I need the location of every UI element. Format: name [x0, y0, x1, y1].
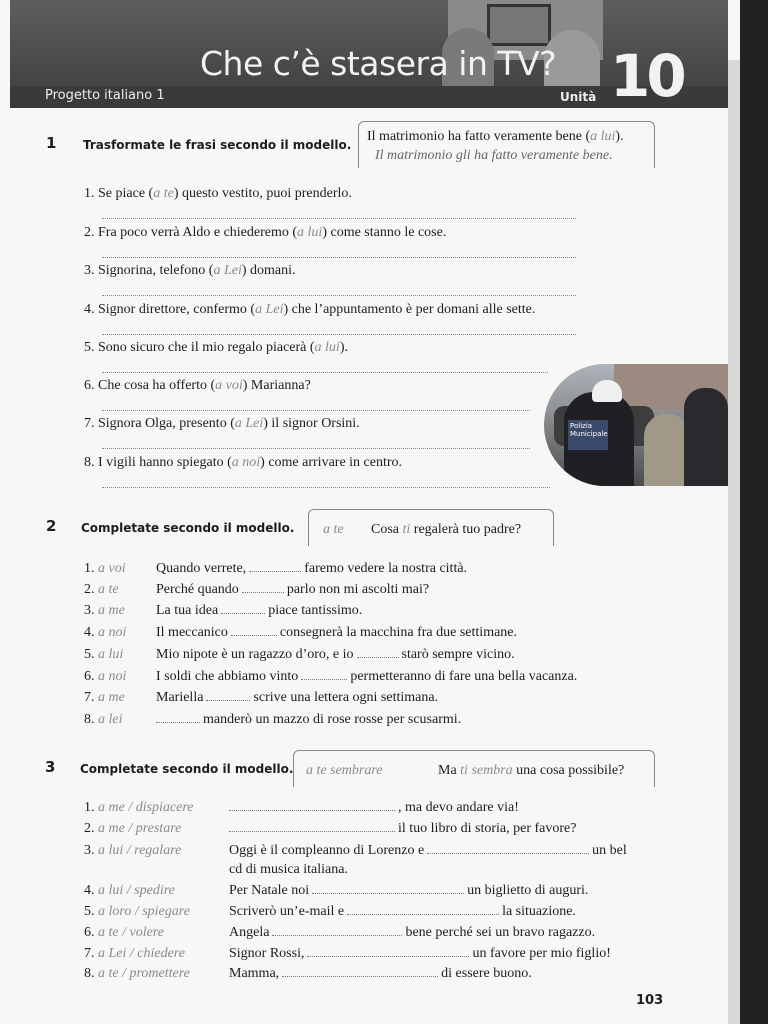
- item-number: 5.: [84, 340, 95, 355]
- item-number: 5.: [84, 904, 95, 919]
- item-number: 4.: [84, 883, 95, 898]
- exercise-item: [84, 582, 429, 598]
- model-pronoun-answer: ti: [402, 522, 411, 537]
- item-text: I soldi che abbiamo vinto: [156, 669, 299, 684]
- exercise-item: [84, 647, 515, 663]
- answer-blank[interactable]: [347, 913, 499, 915]
- exercise-item: [84, 603, 362, 619]
- photo-helmet: [592, 380, 622, 402]
- item-number: 8.: [84, 712, 95, 727]
- item-number: 8.: [84, 455, 95, 470]
- model-pronoun-answer: ti sembra: [460, 763, 513, 778]
- series-title: Progetto italiano 1: [45, 88, 165, 103]
- answer-line[interactable]: [102, 333, 576, 335]
- exercise-item: [84, 966, 532, 982]
- item-text: ).: [339, 340, 348, 355]
- item-pronoun: a lei: [98, 712, 123, 727]
- model-sentence: [306, 763, 624, 779]
- exercise-number: 3: [45, 758, 56, 776]
- model-box: [358, 121, 655, 168]
- item-number: 4.: [84, 625, 95, 640]
- item-pronoun: a te / volere: [98, 925, 164, 940]
- item-pronoun: a Lei: [213, 263, 242, 278]
- page-number: 103: [636, 993, 664, 1008]
- item-pronoun: a Lei / chiedere: [98, 946, 185, 961]
- book-binding-shadow: [740, 0, 768, 1024]
- photo-badge: Polizia Municipale: [568, 420, 608, 450]
- item-number: 1.: [84, 800, 95, 815]
- item-text: Che cosa ha offerto (: [98, 378, 216, 393]
- item-text: un bel: [592, 843, 627, 858]
- answer-blank[interactable]: [156, 721, 200, 723]
- item-text: Signor direttore, confermo (: [98, 302, 256, 317]
- exercise-item: [84, 669, 577, 685]
- exercise-item: [84, 925, 595, 941]
- exercise-item: [84, 340, 348, 356]
- item-number: 7.: [84, 416, 95, 431]
- exercise-item: [84, 904, 576, 920]
- item-number: 3.: [84, 843, 95, 858]
- exercise-number: 1: [46, 134, 57, 152]
- item-number: 1.: [84, 561, 95, 576]
- item-number: 4.: [84, 302, 95, 317]
- item-pronoun: a lui: [314, 340, 340, 355]
- item-text: un biglietto di auguri.: [467, 883, 589, 898]
- unit-label: Unità: [560, 90, 597, 104]
- item-pronoun: a Lei: [234, 416, 264, 431]
- tv-screen-image: [487, 4, 551, 46]
- item-pronoun: a me: [98, 690, 125, 705]
- exercise-item: [84, 843, 627, 859]
- item-text: ) domani.: [241, 263, 296, 278]
- item-text: ) Marianna?: [242, 378, 311, 393]
- item-number: 3.: [84, 603, 95, 618]
- answer-blank[interactable]: [307, 955, 469, 957]
- item-pronoun: a me / prestare: [98, 821, 182, 836]
- item-number: 2.: [84, 821, 95, 836]
- item-text: Angela: [229, 925, 270, 940]
- item-number: 6.: [84, 378, 95, 393]
- model-sentence: [323, 522, 521, 538]
- item-pronoun: a te: [153, 186, 174, 201]
- item-number: 5.: [84, 647, 95, 662]
- model-text: Il matrimonio ha fatto veramente bene (: [367, 129, 591, 144]
- exercise-item: [84, 455, 402, 471]
- item-text: Signorina, telefono (: [98, 263, 214, 278]
- answer-blank[interactable]: [221, 612, 265, 614]
- unit-header: [10, 0, 728, 108]
- answer-blank[interactable]: [229, 809, 395, 811]
- item-pronoun: a lui: [297, 225, 323, 240]
- answer-blank[interactable]: [282, 975, 438, 977]
- police-photo: [544, 364, 728, 486]
- model-sentence: [367, 129, 624, 145]
- item-text: Fra poco verrà Aldo e chiederemo (: [98, 225, 298, 240]
- item-text: I vigili hanno spiegato (: [98, 455, 232, 470]
- item-text: ) questo vestito, puoi prenderlo.: [173, 186, 352, 201]
- item-text: ) come arrivare in centro.: [260, 455, 403, 470]
- answer-blank[interactable]: [229, 830, 395, 832]
- item-pronoun: a voi: [98, 561, 126, 576]
- exercise-item: [84, 946, 611, 962]
- answer-line[interactable]: [102, 294, 576, 296]
- item-number: 7.: [84, 946, 95, 961]
- model-answer: Il matrimonio gli ha fatto veramente bene.: [375, 148, 613, 163]
- exercise-item: [84, 225, 446, 241]
- item-pronoun: a voi: [215, 378, 243, 393]
- answer-blank[interactable]: [231, 634, 277, 636]
- item-pronoun: a lui / regalare: [98, 843, 182, 858]
- item-text: Signora Olga, presento (: [98, 416, 235, 431]
- exercise-instruction: Trasformate le frasi secondo il modello.: [83, 138, 352, 152]
- exercise-item: [84, 690, 438, 706]
- item-text: Il meccanico: [156, 625, 228, 640]
- unit-number: 10: [610, 42, 683, 108]
- item-text: Signor Rossi,: [229, 946, 305, 961]
- item-pronoun: a lui / spedire: [98, 883, 175, 898]
- answer-blank[interactable]: [427, 852, 589, 854]
- photo-police-officer: [684, 388, 728, 486]
- item-pronoun: a te: [98, 582, 119, 597]
- item-text: un favore per mio figlio!: [472, 946, 611, 961]
- item-text: starò sempre vicino.: [401, 647, 515, 662]
- item-text: Per Natale noi: [229, 883, 310, 898]
- answer-blank[interactable]: [301, 678, 347, 680]
- exercise-instruction: Completate secondo il modello.: [81, 521, 295, 535]
- model-text: una cosa possibile?: [512, 763, 625, 778]
- model-box: [308, 509, 554, 546]
- item-text: manderò un mazzo di rose rosse per scusarmi.: [203, 712, 462, 727]
- item-text: Se piace (: [98, 186, 154, 201]
- model-text: Cosa: [371, 522, 403, 537]
- model-pronoun: a lui: [590, 129, 616, 144]
- exercise-number: 2: [46, 517, 57, 535]
- item-text: faremo vedere la nostra città.: [304, 561, 468, 576]
- model-box: [293, 750, 655, 787]
- answer-blank[interactable]: [249, 570, 301, 572]
- answer-line[interactable]: [102, 409, 530, 411]
- answer-line[interactable]: [102, 371, 548, 373]
- item-pronoun: a Lei: [255, 302, 284, 317]
- item-pronoun: a noi: [98, 625, 127, 640]
- item-pronoun: a me: [98, 603, 125, 618]
- answer-blank[interactable]: [312, 892, 464, 894]
- item-pronoun: a lui: [98, 647, 124, 662]
- item-pronoun: a noi: [98, 669, 127, 684]
- answer-blank[interactable]: [357, 656, 399, 658]
- item-text: ) che l’appuntamento è per domani alle sette.: [283, 302, 536, 317]
- item-text: scrive una lettera ogni settimana.: [253, 690, 439, 705]
- item-text: di essere buono.: [441, 966, 532, 981]
- item-number: 6.: [84, 669, 95, 684]
- item-text: ) come stanno le cose.: [322, 225, 447, 240]
- answer-blank[interactable]: [206, 699, 250, 701]
- unit-title: Che c’è stasera in TV?: [200, 44, 557, 83]
- answer-blank[interactable]: [242, 591, 284, 593]
- item-pronoun: a me / dispiacere: [98, 800, 194, 815]
- answer-line[interactable]: [102, 256, 576, 258]
- item-number: 1.: [84, 186, 95, 201]
- exercise-item-continuation: cd di musica italiana.: [229, 862, 348, 877]
- item-text: Mariella: [156, 690, 204, 705]
- item-text: La tua idea: [156, 603, 219, 618]
- item-number: 8.: [84, 966, 95, 981]
- model-text: regalerà tuo padre?: [410, 522, 522, 537]
- answer-line[interactable]: [102, 447, 530, 449]
- item-text: la situazione.: [502, 904, 576, 919]
- exercise-item: [84, 800, 519, 816]
- exercise-item: [84, 378, 311, 394]
- item-text: consegnerà la macchina fra due settimane.: [279, 625, 518, 640]
- item-pronoun: a noi: [231, 455, 261, 470]
- item-number: 7.: [84, 690, 95, 705]
- answer-blank[interactable]: [272, 934, 402, 936]
- exercise-item: [84, 302, 535, 318]
- page-edge: [728, 60, 740, 1024]
- item-text: Quando verrete,: [156, 561, 247, 576]
- item-number: 6.: [84, 925, 95, 940]
- item-number: 3.: [84, 263, 95, 278]
- item-number: 2.: [84, 225, 95, 240]
- item-text: permetteranno di fare una bella vacanza.: [350, 669, 578, 684]
- item-pronoun: a loro / spiegare: [98, 904, 190, 919]
- exercise-item: [84, 821, 576, 837]
- item-text: il tuo libro di storia, per favore?: [398, 821, 577, 836]
- answer-line[interactable]: [102, 217, 576, 219]
- model-pronoun: a te: [323, 522, 344, 537]
- item-text: Perché quando: [156, 582, 239, 597]
- item-text: piace tantissimo.: [268, 603, 363, 618]
- model-pronoun: a te sembrare: [306, 763, 383, 778]
- exercise-item: [84, 416, 360, 432]
- model-text: Ma: [438, 763, 461, 778]
- exercise-item: [84, 561, 467, 577]
- item-text: Sono sicuro che il mio regalo piacerà (: [98, 340, 315, 355]
- exercise-item: [84, 186, 352, 202]
- item-text: Mio nipote è un ragazzo d’oro, e io: [156, 647, 354, 662]
- exercise-item: [84, 263, 296, 279]
- exercise-item: [84, 712, 461, 728]
- item-text: parlo non mi ascolti mai?: [286, 582, 430, 597]
- answer-line[interactable]: [102, 486, 550, 488]
- item-number: 2.: [84, 582, 95, 597]
- exercise-instruction: Completate secondo il modello.: [80, 762, 294, 776]
- model-text: ).: [615, 129, 624, 144]
- item-text: Oggi è il compleanno di Lorenzo e: [229, 843, 425, 858]
- item-text: ) il signor Orsini.: [263, 416, 360, 431]
- item-pronoun: a te / promettere: [98, 966, 190, 981]
- item-text: Mamma,: [229, 966, 280, 981]
- item-text: bene perché sei un bravo ragazzo.: [405, 925, 596, 940]
- item-text: Scriverò un’e-mail e: [229, 904, 345, 919]
- item-text: , ma devo andare via!: [398, 800, 519, 815]
- exercise-item: [84, 625, 517, 641]
- exercise-item: [84, 883, 588, 899]
